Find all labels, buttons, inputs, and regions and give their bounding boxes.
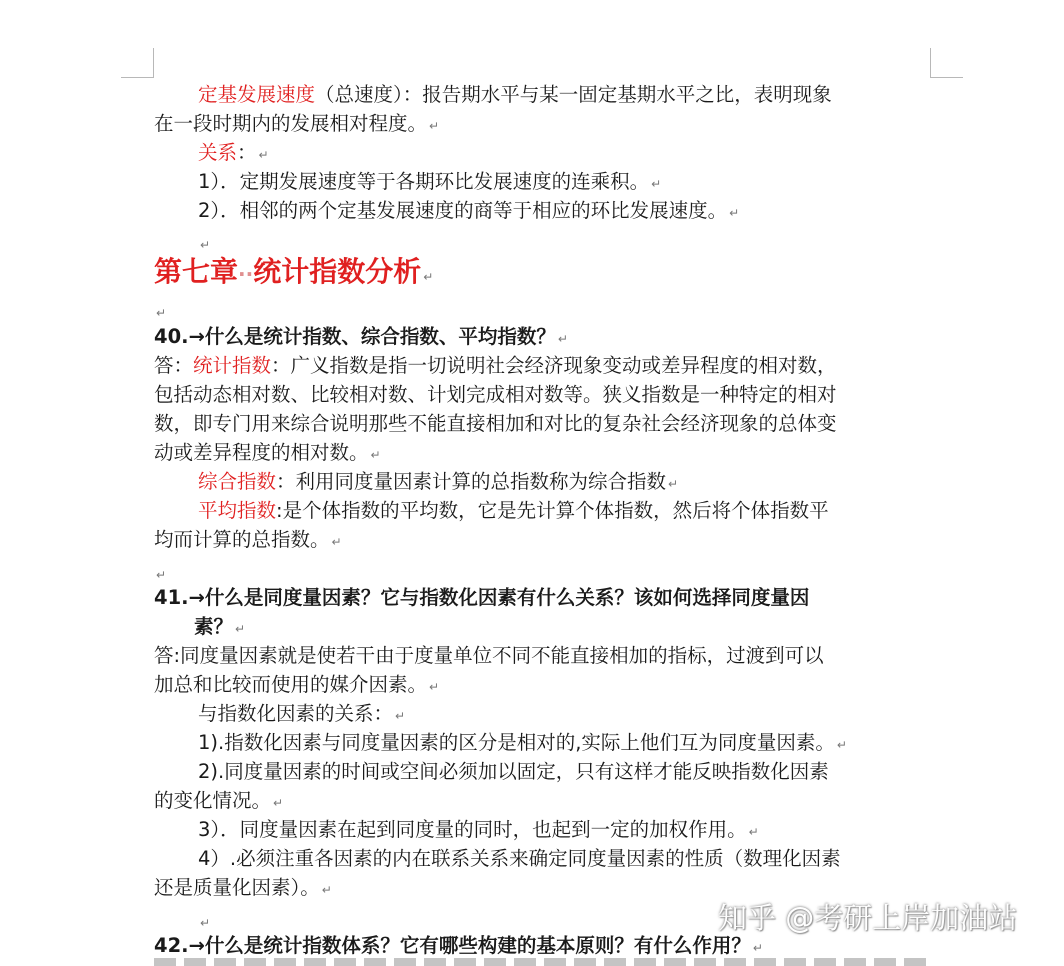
paragraph-mark: ↵: [423, 270, 434, 284]
q41-relation-item-2-line-1: 2).同度量因素的时间或空间必须加以固定，只有这样才能反映指数化因素: [198, 760, 829, 783]
q40-answer-line-3: 数，即专门用来综合说明那些不能直接相加和对比的复杂社会经济现象的总体变: [154, 412, 837, 435]
relation-item-2: 2）．相邻的两个定基发展速度的商等于相应的环比发展速度。 ↵: [198, 199, 740, 222]
q40-answer-line-1: 答：统计指数：广义指数是指一切说明社会经济现象变动或差异程度的相对数，: [154, 354, 837, 377]
paragraph-mark: ↵: [331, 535, 342, 549]
paragraph-mark: ↵: [668, 477, 679, 491]
paragraph-mark: ↵: [836, 738, 847, 752]
q40-composite-index: 综合指数：利用同度量因素计算的总指数称为综合指数 ↵: [198, 470, 679, 493]
paragraph-mark: ↵: [235, 622, 246, 636]
paragraph-mark: ↵: [557, 332, 568, 346]
term-average-index: 平均指数: [198, 499, 277, 522]
q41-relation-item-1: 1).指数化因素与同度量因素的区分是相对的,实际上他们互为同度量因素。 ↵: [198, 731, 847, 754]
q40-average-index: 平均指数:是个体指数的平均数，它是先计算个体指数，然后将个体指数平: [198, 499, 829, 522]
paragraph-mark: ↵: [429, 680, 440, 694]
question-41-title-line-2: 素？ ↵: [194, 615, 246, 638]
intro-line-1-text: （总速度）：报告期水平与某一固定基期水平之比，表明现象: [315, 83, 832, 106]
chapter-heading: 第七章··统计指数分析 ↵: [154, 255, 434, 288]
crop-mark-left-v: [153, 48, 154, 78]
paragraph-mark: ↵: [370, 448, 381, 462]
paragraph-mark: ↵: [273, 796, 284, 810]
q41-relation-item-4-line-1: 4）.必须注重各因素的内在联系关系来确定同度量因素的性质（数理化因素: [198, 847, 841, 870]
paragraph-mark: ↵: [156, 306, 167, 320]
q40-answer-line-7: 均而计算的总指数。 ↵: [154, 528, 342, 551]
paragraph-mark: ↵: [258, 148, 269, 162]
intro-line-1: [154, 80, 988, 109]
paragraph-mark: ↵: [651, 177, 662, 191]
paragraph-mark: ↵: [200, 916, 211, 930]
paragraph-mark: ↵: [200, 238, 211, 252]
q41-answer-line-1: 答:同度量因素就是使若干由于度量单位不同不能直接相加的指标，过渡到可以: [154, 644, 824, 667]
question-42-title: 42.→什么是统计指数体系？它有哪些构建的基本原则？有什么作用？ ↵: [154, 934, 763, 957]
crop-mark-right-h: [930, 77, 963, 78]
q41-relation-item-3: 3）．同度量因素在起到同度量的同时，也起到一定的加权作用。 ↵: [198, 818, 759, 841]
relation-item-1: 1）．定期发展速度等于各期环比发展速度的连乘积。 ↵: [198, 170, 662, 193]
q40-answer-line-4: 动或差异程度的相对数。 ↵: [154, 441, 381, 464]
q41-relation-heading: 与指数化因素的关系： ↵: [198, 702, 406, 725]
intro-line-2: 在一段时期内的发展相对程度。 ↵: [154, 112, 440, 135]
crop-mark-left-h: [121, 77, 154, 78]
paragraph-mark: ↵: [752, 941, 763, 955]
term-relation: 关系: [198, 141, 238, 164]
crop-mark-right-v: [930, 48, 931, 78]
q41-answer-line-2: 加总和比较而使用的媒介因素。 ↵: [154, 673, 440, 696]
term-composite-index: 综合指数: [198, 470, 277, 493]
question-40-title: 40.→什么是统计指数、综合指数、平均指数？ ↵: [154, 325, 568, 348]
paragraph-mark: ↵: [429, 119, 440, 133]
term-statistical-index: 统计指数: [193, 354, 272, 377]
paragraph-mark: ↵: [729, 206, 740, 220]
paragraph-mark: ↵: [395, 709, 406, 723]
cut-off-next-line: [154, 958, 934, 966]
relation-heading: 关系： ↵: [198, 141, 269, 164]
q40-answer-line-2: 包括动态相对数、比较相对数、计划完成相对数等。狭义指数是一种特定的相对: [154, 383, 837, 406]
zhihu-watermark: 知乎 @考研上岸加油站: [718, 901, 1018, 935]
question-41-title-line-1: 41.→什么是同度量因素？它与指数化因素有什么关系？该如何选择同度量因: [154, 586, 810, 609]
paragraph-mark: ↵: [321, 883, 332, 897]
paragraph-mark: ↵: [748, 825, 759, 839]
q41-relation-item-2-line-2: 的变化情况。 ↵: [154, 789, 284, 812]
term-fixed-base-speed: 定基发展速度: [198, 83, 316, 106]
paragraph-mark: ↵: [156, 568, 167, 582]
q41-relation-item-4-line-2: 还是质量化因素）。 ↵: [154, 876, 332, 899]
